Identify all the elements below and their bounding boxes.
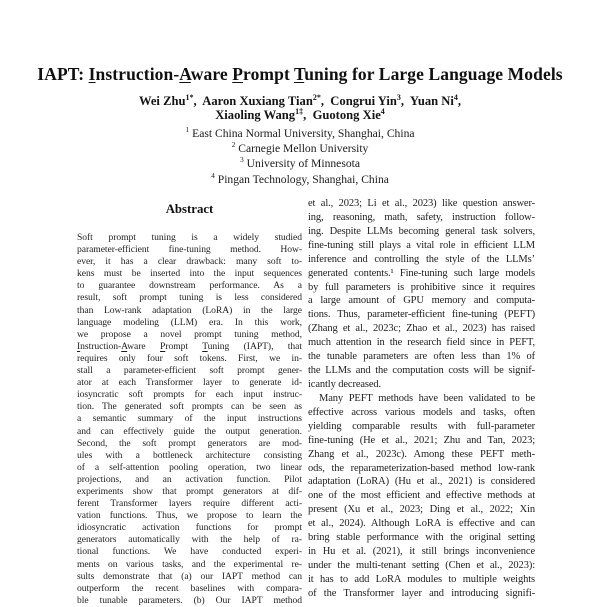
- text-line: result, soft prompt tuning is less considered: [77, 292, 302, 304]
- text-line: parameter-efficient fine-tuning method. How-: [77, 244, 302, 256]
- affiliation-text: East China Normal University, Shanghai, China: [189, 127, 415, 140]
- author-name: Congrui Yin: [330, 94, 397, 108]
- text-line: the tunable parameters are often less than 1% of: [308, 351, 535, 363]
- underlined-letter: P: [160, 340, 166, 352]
- text-line: yielding comparable results with full-parameter: [308, 420, 535, 432]
- text-line: ing. Despite LLMs becoming general task solvers,: [308, 225, 535, 237]
- affiliation-marker: 3: [240, 155, 244, 165]
- text-line: Second, the soft prompt generators are mod-: [77, 437, 302, 449]
- text-line: one of the most efficient and effective methods at: [308, 490, 535, 502]
- text-line: ules with a bottleneck architecture consisting: [77, 449, 302, 461]
- text-line: effective across various models and tasks, often: [308, 406, 535, 418]
- author-name: Yuan Ni: [409, 94, 454, 108]
- text-line: ing, reasoning, math, safety, instruction follow-: [308, 211, 535, 223]
- author-name: Xiaoling Wang: [215, 108, 296, 122]
- underlined-letter: T: [202, 340, 208, 352]
- introduction-column: [308, 197, 535, 601]
- author-block: [0, 94, 600, 122]
- text-line: tional functions. We have conducted experi-: [77, 546, 302, 558]
- text-line: Soft prompt tuning is a widely studied: [77, 232, 302, 243]
- text-line: of a self-attention pooling operation, two linear: [77, 461, 302, 473]
- text-line: generated contents.¹ Fine-tuning such large models: [308, 267, 535, 279]
- text-line: kens must be inserted into the input sequences: [77, 268, 302, 280]
- text-line: a large amount of GPU memory and computa-: [308, 295, 535, 307]
- text-line: Zhang et al., 2023c). Among these PEFT meth-: [308, 448, 535, 460]
- text-line: in Hu et al. (2021), it still brings inconvenience: [308, 546, 535, 558]
- text-line: of the Transformer layer and introducing signifi-: [308, 587, 535, 599]
- affiliation-text: Pingan Technology, Shanghai, China: [214, 172, 389, 186]
- author-name: Wei Zhu: [138, 94, 186, 108]
- text-line: ble tunable parameters. (b) Our IAPT method: [77, 594, 302, 606]
- author-name: Aaron Xuxiang Tian: [202, 94, 313, 108]
- text-run: uning (IAPT), that: [207, 340, 302, 352]
- text-line: it has to add LoRA modules to multiple weights: [308, 573, 535, 585]
- text-line: fine-tuning still plays a vital role in efficient LLM: [308, 239, 535, 251]
- text-line: ferent Transformer layers require different acti-: [77, 498, 302, 510]
- underlined-letter: A: [121, 340, 128, 352]
- affiliation-text: University of Minnesota: [243, 157, 360, 171]
- text-run: ware: [127, 340, 160, 352]
- text-run: nstruction-: [80, 340, 122, 352]
- text-line: tions. Thus, parameter-efficient fine-tuning (PEFT): [308, 309, 535, 321]
- text-line: by full parameters is prohibitive since it requires: [308, 281, 535, 293]
- text-line: the LLMs and the computation costs will be signif-: [308, 365, 535, 377]
- underlined-letter: I: [88, 64, 96, 84]
- underlined-letter: I: [77, 340, 81, 352]
- text-run: uning for Large Language Models: [304, 64, 563, 84]
- text-line: iosyncratic soft prompts for each input instruc-: [77, 389, 302, 401]
- author-affiliation-marker: 1*: [185, 92, 194, 102]
- affiliation-line: [0, 141, 600, 156]
- author-affiliation-marker: 1‡: [295, 106, 304, 116]
- affiliation-line: [0, 172, 600, 187]
- abstract-text: [77, 232, 302, 607]
- affiliation-marker: 2: [231, 140, 236, 150]
- text-line: requires only four soft tokens. First, we in-: [77, 352, 302, 364]
- text-line: ments on various tasks, and the experimental re-: [77, 558, 302, 570]
- author-separator: ,: [320, 94, 331, 108]
- author-separator: ,: [457, 94, 462, 108]
- text-line: vation functions. Thus, we propose to learn the: [77, 510, 302, 522]
- text-line: fine-tuning (He et al., 2021; Zhu and Tan, 2023;: [308, 434, 535, 446]
- authors-line-2: [0, 108, 600, 122]
- abstract-column: [77, 202, 302, 607]
- text-run: IAPT:: [37, 64, 89, 84]
- text-run: rompt: [243, 64, 295, 84]
- text-line: et al., 2024). Although LoRA is effective and can: [308, 518, 535, 530]
- text-run: nstruction-: [95, 64, 180, 84]
- affiliation-marker: 4: [211, 170, 215, 180]
- text-line: icantly decreased.: [308, 378, 382, 390]
- text-line: et al., 2023; Li et al., 2023) like question answer-: [308, 198, 535, 209]
- text-line: (Zhang et al., 2023c; Zhao et al., 2023) has raised: [308, 323, 535, 335]
- underlined-letter: T: [294, 64, 305, 84]
- text-line: ator at each Transformer layer to generate id-: [77, 377, 302, 389]
- text-line: much attention in the research field since in PEFT,: [308, 337, 535, 349]
- text-line: experiments show that prompt generators at dif-: [77, 485, 302, 497]
- author-separator: ,: [400, 94, 410, 108]
- text-line: and can effectively guide the output generation.: [77, 425, 302, 437]
- text-line: ods, the reparameterization-based method low-rank: [308, 462, 535, 474]
- text-line: bring stable performance with the original setting: [308, 532, 535, 544]
- author-name: Guotong Xie: [312, 108, 381, 122]
- text-line: Many PEFT methods have been validated to be: [319, 392, 535, 404]
- text-line: inference and controlling the style of the LLMs’: [308, 253, 535, 265]
- underlined-letter: P: [232, 64, 244, 84]
- text-run: ware: [190, 64, 233, 84]
- text-line: to guarantee downstream performance. As a: [77, 280, 302, 292]
- underlined-letter: A: [179, 64, 191, 84]
- text-line: projections, and an activation function. Pilot: [77, 473, 302, 485]
- text-line: we propose a novel prompt tuning method,: [77, 328, 302, 340]
- affiliation-block: [0, 126, 600, 187]
- text-line: [77, 341, 302, 353]
- text-line: stall a parameter-efficient soft prompt gener-: [77, 365, 302, 377]
- author-affiliation-marker: 4: [380, 106, 385, 116]
- affiliation-marker: 1: [185, 125, 190, 135]
- text-run: rompt: [165, 340, 203, 352]
- paper-title: [0, 63, 600, 85]
- affiliation-text: Carnegie Mellon University: [235, 142, 369, 156]
- introduction-text: [308, 197, 535, 601]
- author-affiliation-marker: 2*: [312, 92, 321, 102]
- author-separator: ,: [193, 94, 203, 108]
- text-line: present (Xu et al., 2023; Ding et al., 2022; Xin: [308, 504, 535, 516]
- text-line: adaptation (LoRA) (Hu et al., 2021) is considered: [308, 476, 535, 488]
- text-line: generators automatically with the help of ra-: [77, 534, 302, 546]
- text-line: ever, it has a clear drawback: many soft to-: [77, 256, 302, 268]
- text-line: language modeling (LLM) era. In this work,: [77, 316, 302, 328]
- author-separator: ,: [303, 108, 313, 122]
- text-line: under the multi-tenant setting (Chen et al., 2023):: [308, 559, 535, 571]
- text-line: sults demonstrate that (a) our IAPT method can: [77, 570, 302, 582]
- abstract-heading: Abstract: [165, 202, 214, 216]
- author-affiliation-marker: 3: [396, 92, 401, 102]
- text-line: tion. The generated soft prompts can be seen as: [77, 401, 302, 413]
- affiliation-line: [0, 126, 600, 141]
- text-line: than Low-rank adaptation (LoRA) in the large: [77, 304, 302, 316]
- text-line: a semantic summary of the input instructions: [77, 413, 302, 425]
- text-line: outperform the recent baselines with compara-: [77, 582, 302, 594]
- author-affiliation-marker: 4: [453, 92, 458, 102]
- affiliation-line: [0, 156, 600, 171]
- text-line: idiosyncratic activation functions for prompt: [77, 522, 302, 534]
